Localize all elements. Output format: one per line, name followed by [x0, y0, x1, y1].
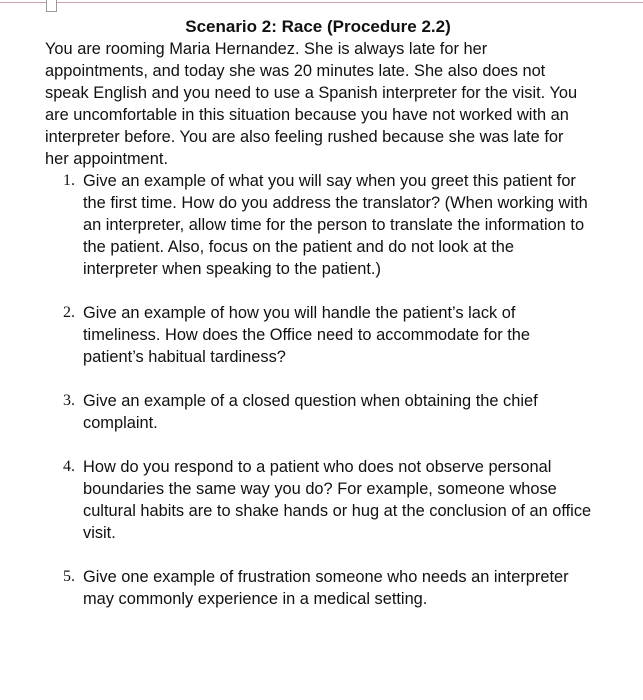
question-item-4 [45, 456, 592, 544]
question-text: Give an example of what you will say when you greet this patient for the first time. How do you address the translator? (When working with an interpreter, allow time for the person to translate the information to the patient. Also, focus on the patient and do not look at the interpreter when speaking to the patient.) [83, 172, 588, 278]
question-number: 2. [63, 304, 75, 321]
question-item-1 [45, 170, 588, 280]
question-item-2 [45, 302, 585, 368]
checkbox-icon[interactable] [46, 0, 57, 12]
question-text: Give an example of a closed question when obtaining the chief complaint. [83, 392, 538, 432]
question-text: How do you respond to a patient who does not observe personal boundaries the same way you do? For example, someone whose cultural habits are to shake hands or hug at the conclusion of an office visit. [83, 458, 592, 542]
question-number: 1. [63, 172, 75, 189]
page-top-border [0, 2, 643, 3]
question-item-3 [45, 390, 585, 434]
question-number: 3. [63, 392, 75, 409]
question-item-5 [45, 566, 585, 610]
question-number: 4. [63, 458, 75, 475]
question-number: 5. [63, 568, 75, 585]
scenario-intro: You are rooming Maria Hernandez. She is always late for her appointments, and today she was 20 minutes late. She also does not speak English and you need to use a Spanish interpreter for the visit. You are uncomfortable in this situation because you have not worked with an interpreter before. You are also feeling rushed because she was late for her appointment. [45, 40, 578, 168]
question-text: Give an example of how you will handle the patient’s lack of timeliness. How does the Office need to accommodate for the patient’s habitual tardiness? [83, 304, 531, 366]
document-body [45, 16, 592, 610]
question-list [45, 170, 592, 610]
scenario-title: Scenario 2: Race (Procedure 2.2) [185, 17, 451, 36]
question-text: Give one example of frustration someone who needs an interpreter may commonly experience in a medical setting. [83, 568, 569, 608]
